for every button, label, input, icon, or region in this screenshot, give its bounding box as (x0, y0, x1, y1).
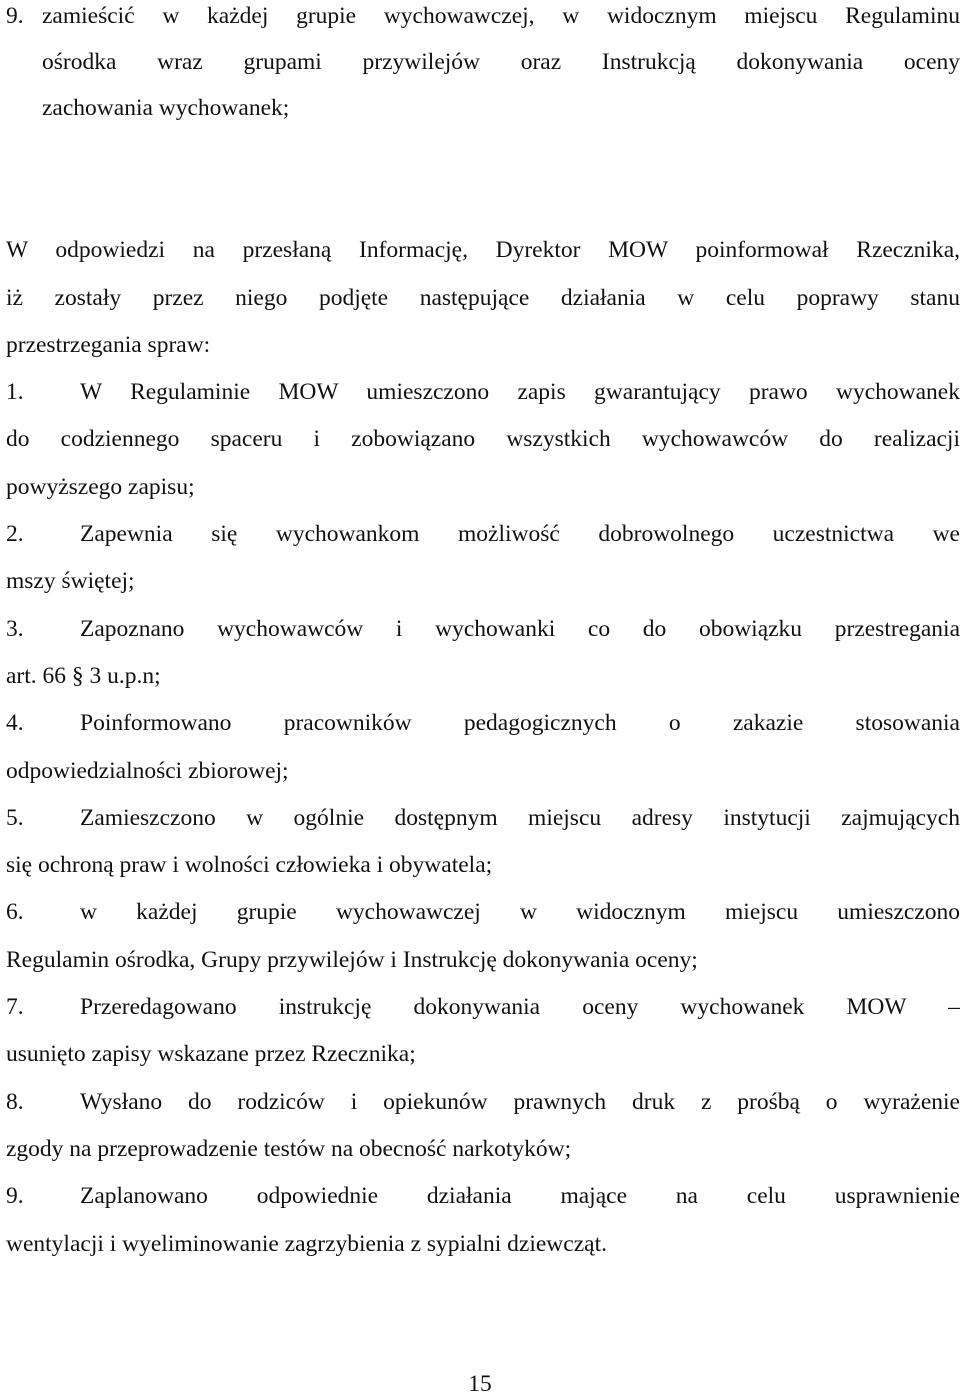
page-number: 15 (468, 1371, 492, 1397)
list-item-first-line: Zamieszczono w ogólnie dostępnym miejscu adresy instytucji zajmujących (80, 805, 960, 831)
list-item-line: się ochroną praw i wolności człowieka i obywatela; (6, 852, 493, 878)
list-item-first-line: w każdej grupie wychowawczej w widocznym miejscu umieszczono (80, 899, 960, 925)
list-item-number: 6. (6, 899, 24, 925)
list-item-number: 1. (6, 379, 24, 405)
list-item-line: zgody na przeprowadzenie testów na obecność narkotyków; (6, 1136, 572, 1162)
list-item-number: 5. (6, 805, 24, 831)
list-item-number: 9. (6, 1183, 24, 1209)
list-item-number: 3. (6, 616, 24, 642)
list-item-number: 7. (6, 994, 24, 1020)
intro-item-line: ośrodka wraz grupami przywilejów oraz Instrukcją dokonywania oceny (42, 49, 960, 75)
paragraph-line: iż zostały przez niego podjęte następujące działania w celu poprawy stanu (6, 285, 960, 311)
list-item-line: powyższego zapisu; (6, 474, 195, 500)
list-item-line: usunięto zapisy wskazane przez Rzecznika; (6, 1041, 416, 1067)
list-item-line: Regulamin ośrodka, Grupy przywilejów i Instrukcję dokonywania oceny; (6, 947, 698, 973)
paragraph-line: W odpowiedzi na przesłaną Informację, Dyrektor MOW poinformował Rzecznika, (6, 237, 960, 263)
list-item-line: mszy świętej; (6, 568, 135, 594)
list-item-first-line: Zapoznano wychowawców i wychowanki co do obowiązku przestregania (80, 616, 960, 642)
list-item-line: do codziennego spaceru i zobowiązano wszystkich wychowawców do realizacji (6, 426, 960, 452)
intro-item-line: zachowania wychowanek; (42, 95, 290, 121)
list-item-first-line: Zapewnia się wychowankom możliwość dobrowolnego uczestnictwa we (80, 521, 960, 547)
list-item-line: art. 66 § 3 u.p.n; (6, 663, 161, 689)
list-item-number: 2. (6, 521, 24, 547)
intro-item-number: 9. (6, 3, 24, 29)
list-item-number: 4. (6, 710, 24, 736)
paragraph-line: przestrzegania spraw: (6, 332, 211, 358)
list-item-line: wentylacji i wyeliminowanie zagrzybienia z sypialni dziewcząt. (6, 1231, 607, 1257)
list-item-first-line: Zaplanowano odpowiednie działania mające na celu usprawnienie (80, 1183, 960, 1209)
intro-item-line: zamieścić w każdej grupie wychowawczej, w widocznym miejscu Regulaminu (42, 3, 960, 29)
list-item-first-line: Poinformowano pracowników pedagogicznych o zakazie stosowania (80, 710, 960, 736)
list-item-line: odpowiedzialności zbiorowej; (6, 758, 289, 784)
list-item-first-line: Wysłano do rodziców i opiekunów prawnych druk z prośbą o wyrażenie (80, 1089, 960, 1115)
list-item-number: 8. (6, 1089, 24, 1115)
list-item-first-line: Przeredagowano instrukcję dokonywania oceny wychowanek MOW – (80, 994, 960, 1020)
list-item-first-line: W Regulaminie MOW umieszczono zapis gwarantujący prawo wychowanek (80, 379, 960, 405)
